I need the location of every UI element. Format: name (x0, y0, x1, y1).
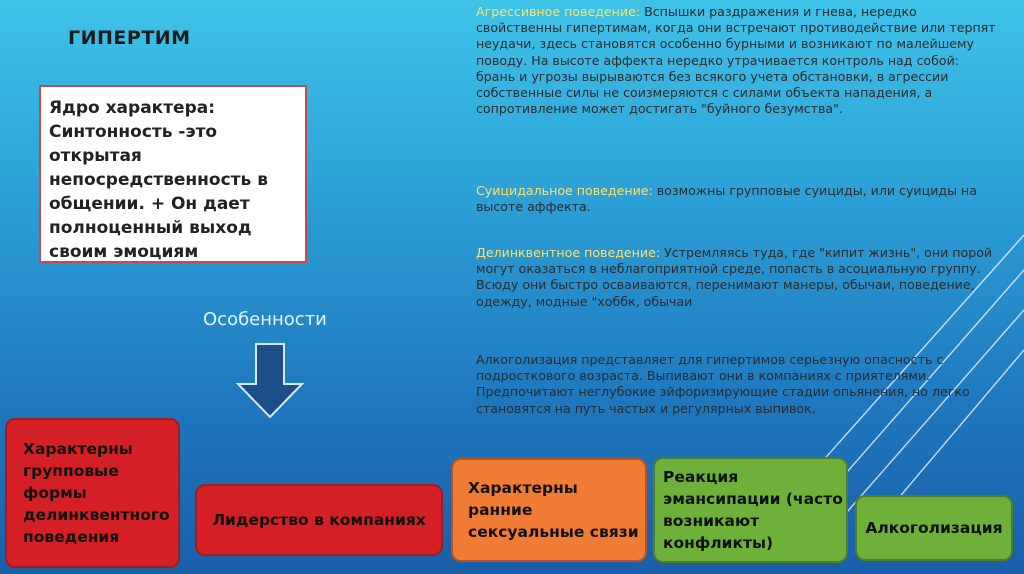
leadership-box (195, 484, 443, 556)
suicidal-behavior-heading: Суицидальное поведение: (476, 183, 653, 198)
delinquent-behavior-heading: Делинквентное поведение: (476, 245, 661, 260)
page-title: ГИПЕРТИМ (68, 27, 191, 49)
emancipation-label: Реакция эмансипации (часто возникают конфликты) (663, 468, 843, 552)
emancipation-box (653, 457, 848, 563)
suicidal-behavior-paragraph (476, 183, 996, 215)
features-label: Особенности (203, 309, 327, 330)
aggressive-behavior-text: Вспышки раздражения и гнева, нередко свойственны гипертимам, когда они встречают противодействие или терпят неудачи, здесь становятся особенно бурными и возникают по малейшему поводу. На высоте аффекта нередко утрачивается контроль над собой: брань и угрозы вырываются без всякого учета обстановки, в агрессии собственные силы не соизмеряются с силами объекта нападения, а сопротивление может достигать "буйного безумства". (476, 4, 996, 117)
aggressive-behavior-heading: Агрессивное поведение: (476, 4, 641, 19)
group-delinquency-label: Характерны групповые формы делинквентного поведения (23, 440, 170, 546)
down-arrow-icon (236, 343, 304, 419)
delinquent-behavior-paragraph (476, 245, 996, 310)
early-sexual-box (451, 458, 647, 562)
suicidal-behavior-text: возможны групповые суициды, или суициды на высоте аффекта. (476, 183, 977, 215)
alcoholization-box (855, 495, 1013, 561)
aggressive-behavior-paragraph (476, 4, 996, 117)
group-delinquency-box (5, 418, 180, 568)
alcoholization-label: Алкоголизация (865, 519, 1003, 537)
alcoholization-paragraph: Алкоголизация представляет для гипертимов серьезную опасность с подросткового возраста. Выпивают они в компаниях с приятелями. Предпочитают неглубокие эйфоризирующие стадии опьянения, но легко становятся на путь частых и регулярных выпивок. (476, 352, 970, 416)
core-character-box: Ядро характера: Синтонность -это открытая непосредственность в общении. + Он дает полноценный выход своим эмоциям (39, 85, 307, 263)
early-sexual-label: Характерны ранние сексуальные связи (468, 479, 639, 541)
delinquent-behavior-text: Устремляясь туда, где "кипит жизнь", они порой могут оказаться в неблагоприятной среде, попасть в асоциальную группу. Всюду они быстро осваиваются, перенимают манеры, обычаи, поведение, одежду, модные "хоббк, обычаи (476, 245, 993, 309)
leadership-label: Лидерство в компаниях (212, 511, 426, 529)
